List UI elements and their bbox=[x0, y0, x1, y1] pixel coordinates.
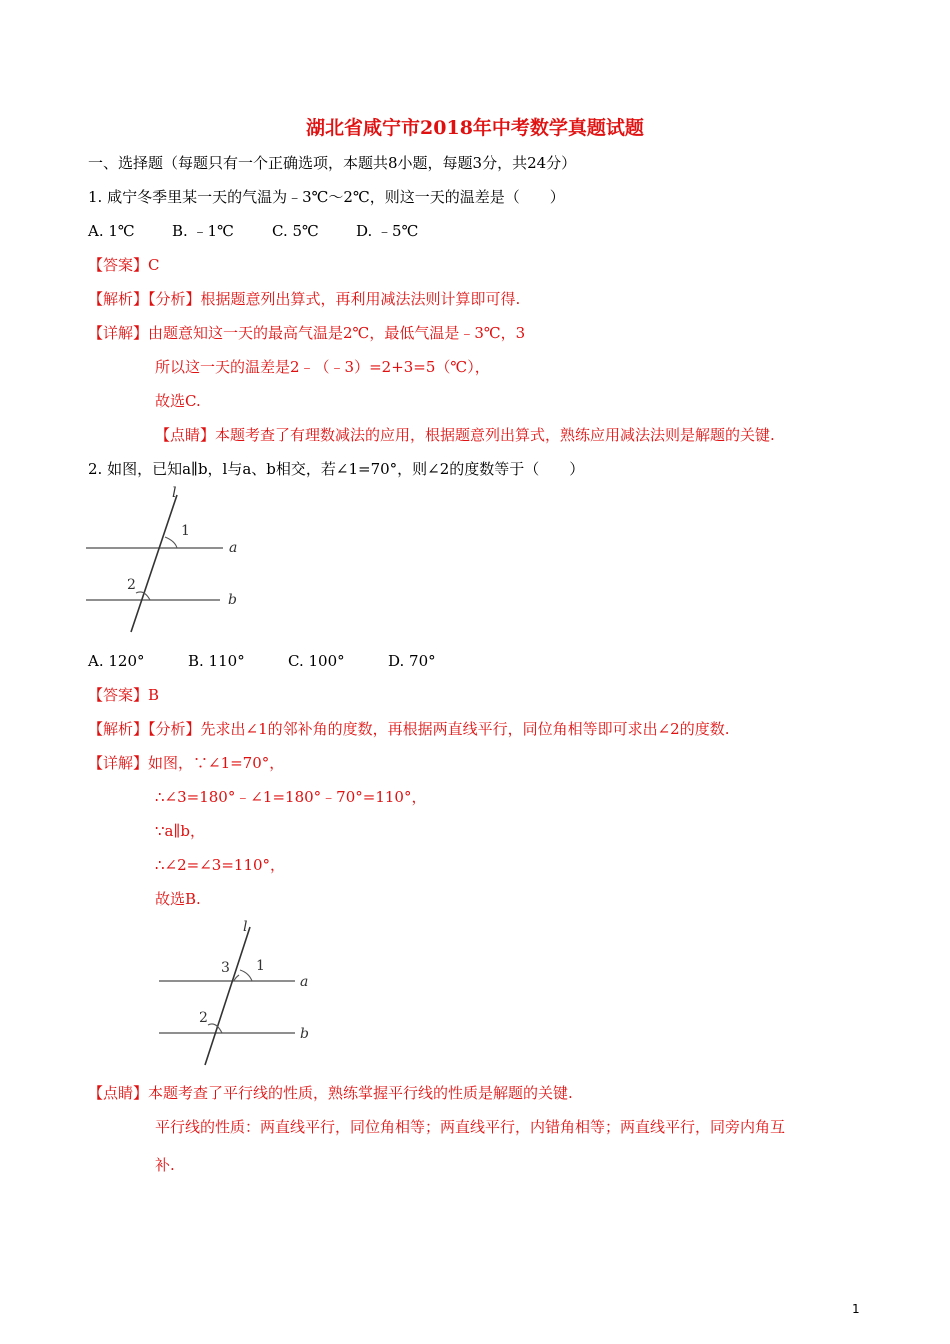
q1-option-d: D. ﹣5℃ bbox=[356, 222, 419, 240]
label-1: 1 bbox=[181, 523, 190, 539]
q1-conclusion: 故选C. bbox=[155, 392, 201, 410]
q1-options bbox=[88, 221, 418, 241]
q2-step3: ∴∠2=∠3=110°， bbox=[155, 856, 286, 874]
label-2: 2 bbox=[127, 577, 136, 593]
q2-answer: 【答案】B bbox=[88, 686, 160, 704]
label-l: l bbox=[172, 485, 177, 501]
q2-comment-3: 补. bbox=[155, 1156, 175, 1174]
q1-option-a: A. 1℃ bbox=[88, 222, 135, 240]
q2-option-a: A. 120° bbox=[88, 652, 145, 670]
q1-analysis: 【解析】【分析】根据题意列出算式，再利用减法法则计算即可得. bbox=[88, 290, 521, 308]
q2-step2: ∵a∥b， bbox=[155, 822, 206, 840]
label-3: 3 bbox=[221, 960, 230, 976]
label-1: 1 bbox=[256, 958, 265, 974]
q2-option-c: C. 100° bbox=[288, 652, 345, 670]
q2-solution-figure bbox=[150, 915, 330, 1075]
q1-detail: 【详解】由题意知这一天的最高气温是2℃，最低气温是﹣3℃，3 bbox=[88, 324, 526, 342]
q1-option-c: C. 5℃ bbox=[272, 222, 319, 240]
label-2: 2 bbox=[199, 1010, 208, 1026]
line-l bbox=[205, 927, 250, 1065]
q2-question: 2. 如图，已知a∥b，l与a、b相交，若∠1=70°，则∠2的度数等于（ ） bbox=[88, 460, 585, 478]
q1-answer: 【答案】C bbox=[88, 256, 160, 274]
line-l bbox=[131, 495, 177, 632]
q2-detail: 【详解】如图，∵∠1=70°， bbox=[88, 754, 285, 772]
label-l: l bbox=[243, 919, 248, 935]
q2-comment-2: 平行线的性质：两直线平行，同位角相等；两直线平行，内错角相等；两直线平行，同旁内角互 bbox=[155, 1118, 786, 1136]
page-title: 湖北省咸宁市2018年中考数学真题试题 bbox=[306, 117, 644, 139]
q1-comment: 【点睛】本题考查了有理数减法的应用，根据题意列出算式，熟练应用减法法则是解题的关键. bbox=[155, 426, 775, 444]
q2-figure bbox=[80, 485, 260, 640]
q1-step1: 所以这一天的温差是2﹣（﹣3）=2+3=5（℃）， bbox=[155, 358, 490, 376]
label-b: b bbox=[300, 1026, 309, 1042]
section-heading: 一、选择题（每题只有一个正确选项，本题共8小题，每题3分，共24分） bbox=[88, 154, 577, 172]
q2-comment: 【点睛】本题考查了平行线的性质，熟练掌握平行线的性质是解题的关键. bbox=[88, 1084, 573, 1102]
q2-option-d: D. 70° bbox=[388, 652, 436, 670]
label-a: a bbox=[229, 540, 238, 556]
angle-2-arc bbox=[208, 1024, 222, 1033]
q2-options bbox=[88, 651, 436, 671]
q2-step1: ∴∠3=180°﹣∠1=180°﹣70°=110°， bbox=[155, 788, 427, 806]
q1-option-b: B. ﹣1℃ bbox=[172, 222, 234, 240]
q2-conclusion: 故选B. bbox=[155, 890, 201, 908]
angle-1-arc bbox=[165, 537, 177, 548]
q1-question: 1. 咸宁冬季里某一天的气温为﹣3℃～2℃，则这一天的温差是（ ） bbox=[88, 188, 565, 206]
q2-analysis: 【解析】【分析】先求出∠1的邻补角的度数，再根据两直线平行，同位角相等即可求出∠2的度数. bbox=[88, 720, 730, 738]
page-number: 1 bbox=[852, 1302, 860, 1316]
label-b: b bbox=[228, 592, 237, 608]
q2-option-b: B. 110° bbox=[188, 652, 245, 670]
angle-1-arc bbox=[240, 970, 252, 981]
label-a: a bbox=[300, 974, 309, 990]
